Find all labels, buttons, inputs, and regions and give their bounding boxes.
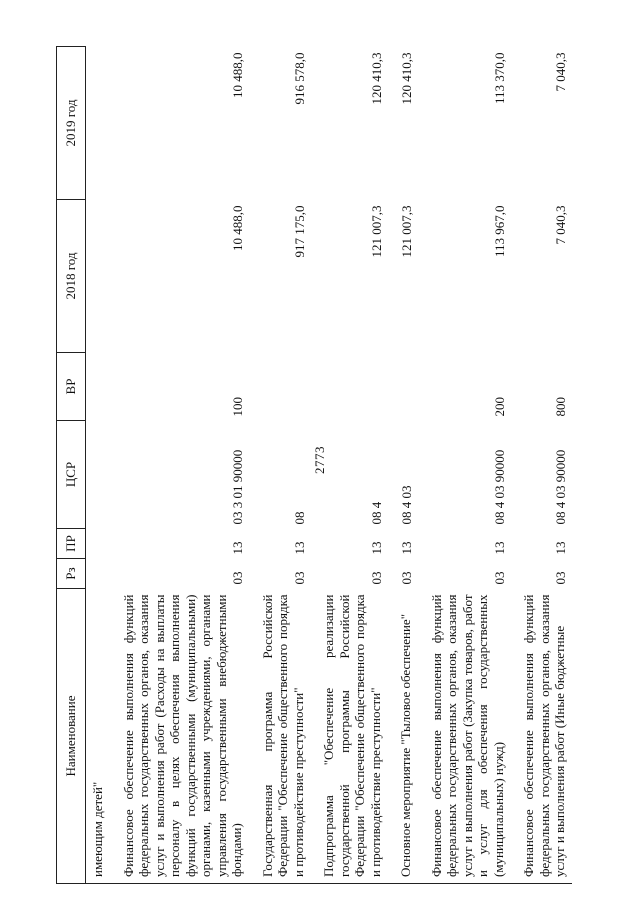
row-name: Основное мероприятие "Тыловое обеспечение" bbox=[395, 589, 418, 884]
header-name: Наименование bbox=[57, 589, 86, 884]
table-row bbox=[395, 47, 418, 884]
header-pr: ПР bbox=[57, 529, 86, 559]
row-rz: 03 bbox=[399, 571, 414, 585]
table-row bbox=[86, 47, 110, 884]
row-2018: 121 007,3 bbox=[368, 205, 384, 258]
row-vr bbox=[257, 353, 311, 421]
row-name: Государственная программа Российской Федерации "Обеспечение общественного порядка и противодействие преступности" bbox=[257, 589, 311, 884]
budget-table bbox=[56, 46, 572, 884]
row-name: Подпрограмма "Обеспечение реализации государственной программы Российской Федерации "Обеспечение общественного порядка и противодействие преступности" bbox=[318, 589, 387, 884]
row-2018: 7 040,3 bbox=[553, 205, 568, 245]
table-row bbox=[318, 47, 387, 884]
rotated-document bbox=[56, 0, 586, 892]
row-csr: 08 4 03 90000 bbox=[491, 449, 507, 525]
table-row bbox=[426, 47, 511, 884]
row-2019: 113 370,0 bbox=[491, 52, 507, 105]
row-2019: 10 488,0 bbox=[230, 52, 245, 98]
row-csr: 08 bbox=[291, 511, 307, 525]
row-2019: 120 410,3 bbox=[368, 52, 384, 105]
row-name: имеющим детей" bbox=[86, 589, 110, 884]
row-pr: 13 bbox=[230, 541, 245, 555]
row-rz: 03 bbox=[291, 571, 307, 585]
header-2018: 2018 год bbox=[57, 200, 86, 353]
header-rz: Рз bbox=[57, 559, 86, 589]
row-name: Финансовое обеспечение выполнения функций федеральных государственных органов, оказания услуг и выполнения работ (Расходы на выплаты персоналу в целях обеспечения выполнения функций государственными (муниципальными) органами, казенными учреждениями, органами управления государственными внебюджетными фондами) bbox=[118, 589, 249, 884]
row-rz: 03 bbox=[491, 571, 507, 585]
row-vr bbox=[395, 353, 418, 421]
table-row bbox=[118, 47, 249, 884]
row-csr: 08 4 bbox=[368, 501, 384, 525]
table-header-row bbox=[57, 47, 86, 884]
header-vr: ВР bbox=[57, 353, 86, 421]
table-row bbox=[518, 47, 572, 884]
header-2019: 2019 год bbox=[57, 47, 86, 200]
row-pr: 13 bbox=[553, 541, 568, 555]
row-rz: 03 bbox=[553, 571, 568, 585]
row-2018: 917 175,0 bbox=[291, 205, 307, 258]
page-number: 2773 bbox=[312, 446, 327, 474]
row-name: Финансовое обеспечение выполнения функций федеральных государственных органов, оказания услуг и выполнения работ (Иные бюджетные bbox=[518, 589, 572, 884]
row-vr bbox=[86, 353, 110, 421]
row-name: Финансовое обеспечение выполнения функций федеральных государственных органов, оказания услуг и выполнения работ (Закупка товаров, работ и услуг для обеспечения государственных (муниципальных) нужд) bbox=[426, 589, 511, 884]
row-pr: 13 bbox=[368, 541, 384, 555]
row-rz: 03 bbox=[368, 571, 384, 585]
header-csr: ЦСР bbox=[57, 421, 86, 529]
row-pr: 13 bbox=[291, 541, 307, 555]
row-pr: 13 bbox=[399, 541, 414, 555]
row-pr: 13 bbox=[491, 541, 507, 555]
row-2019: 7 040,3 bbox=[553, 52, 568, 92]
row-csr: 08 4 03 90000 bbox=[553, 449, 568, 525]
row-vr: 200 bbox=[491, 397, 507, 417]
row-2019: 916 578,0 bbox=[291, 52, 307, 105]
row-2018: 10 488,0 bbox=[230, 205, 245, 251]
row-csr: 03 3 01 90000 bbox=[230, 449, 245, 525]
row-2018: 113 967,0 bbox=[491, 205, 507, 258]
row-csr bbox=[86, 421, 110, 529]
row-vr: 800 bbox=[553, 397, 568, 417]
row-vr: 100 bbox=[230, 397, 245, 417]
row-2018: 121 007,3 bbox=[399, 205, 414, 258]
row-2019 bbox=[86, 47, 110, 200]
row-2018 bbox=[86, 200, 110, 353]
row-2019: 120 410,3 bbox=[399, 52, 414, 105]
row-pr bbox=[86, 529, 110, 559]
row-csr: 08 4 03 bbox=[399, 485, 414, 525]
row-rz bbox=[86, 559, 110, 589]
table-row bbox=[257, 47, 311, 884]
row-vr bbox=[318, 353, 387, 421]
row-rz: 03 bbox=[230, 571, 245, 585]
